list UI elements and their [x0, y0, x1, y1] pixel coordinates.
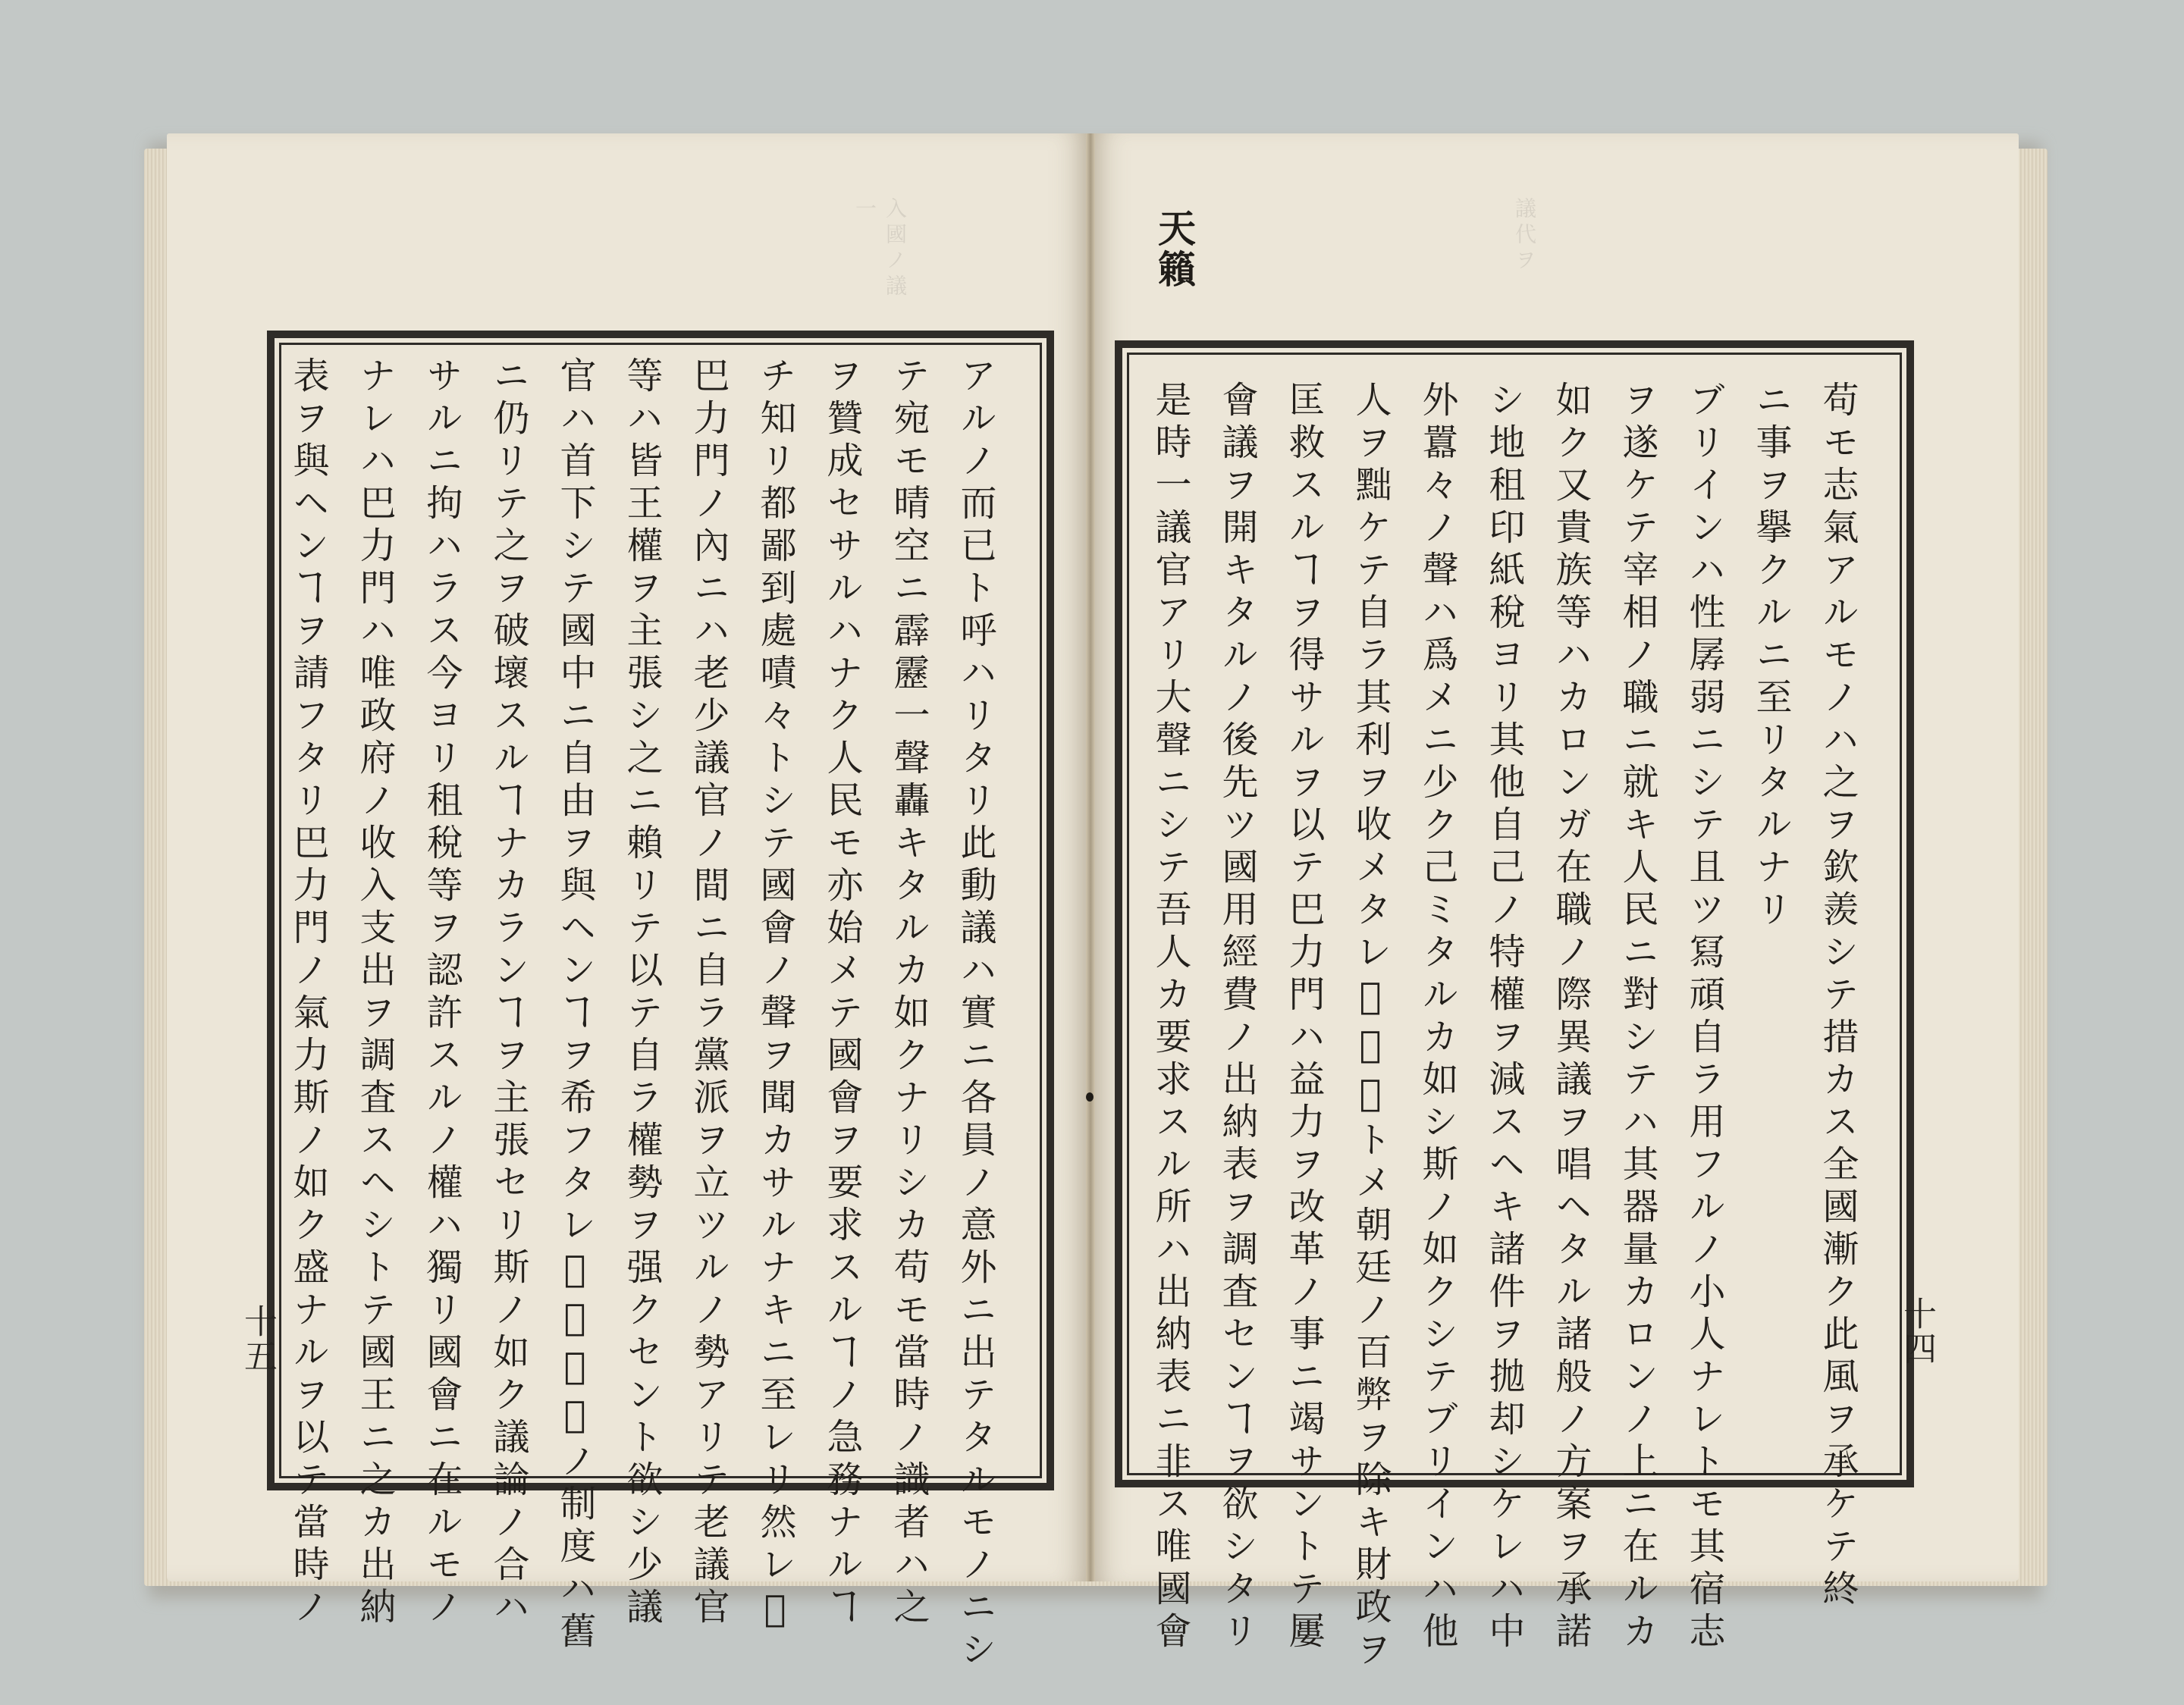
- text-column: ナレハ巴力門ハ唯政府ノ收入支出ヲ調査スヘシトテ國王ニ之カ出納: [353, 356, 396, 1630]
- text-column: 巴力門ノ內ニハ老少議官ノ間ニ自ラ黨派ヲ立ツルノ勢アリテ老議官: [687, 356, 730, 1630]
- text-column: テ宛モ晴空ニ霹靂一聲轟キタルカ如クナリシカ苟モ當時ノ識者ハ之: [887, 356, 930, 1630]
- text-column: 外囂々ノ聲ハ爲メニ少ク己ミタルカ如シ斯ノ如クシテブリインハ他: [1416, 381, 1458, 1654]
- text-column: ニ事ヲ擧クルニ至リタルナリ: [1749, 381, 1792, 932]
- text-column: ブリインハ性孱弱ニシテ且ツ冩頑自ラ用フルノ小人ナレトモ其宿志: [1683, 381, 1725, 1654]
- text-column: 匡救スルヿヲ得サルヲ以テ巴力門ハ益力ヲ改革ノ事ニ竭サントテ屢: [1282, 381, 1325, 1654]
- running-head: 天籟: [1152, 208, 1197, 290]
- text-column: ヲ遂ケテ宰相ノ職ニ就キ人民ニ對シテハ其器量カロンノ上ニ在ルカ: [1616, 381, 1658, 1654]
- right-page-number: 十四: [1897, 1296, 1936, 1366]
- text-column: チ知リ都鄙到處嘖々トシテ國會ノ聲ヲ聞カサルナキニ至レリ然レ𪜈: [754, 356, 796, 1636]
- text-column: 表ヲ與ヘンヿヲ請フタリ巴力門ノ氣力斯ノ如ク盛ナルヲ以テ當時ノ: [287, 356, 329, 1630]
- left-page-text: [287, 356, 1009, 1672]
- binding-hole: [1086, 1092, 1094, 1102]
- text-column: 等ハ皆王權ヲ主張シ之ニ賴リテ以テ自ラ權勢ヲ强クセント欲シ少議: [620, 356, 663, 1630]
- text-column: 會議ヲ開キタルノ後先ツ國用經費ノ出納表ヲ調査センヿヲ欲シタリ: [1216, 381, 1258, 1654]
- right-page-text: [1147, 381, 1871, 1672]
- text-column: ヲ贊成セサルハナク人民モ亦始メテ國會ヲ要求スルヿノ急務ナルヿ: [821, 356, 863, 1630]
- text-column: サルニ拘ハラス今ヨリ租稅等ヲ認許スルノ權ハ獨リ國會ニ在ルモノ: [420, 356, 463, 1630]
- text-column: アルノ而已ト呼ハリタリ此動議ハ實ニ各員ノ意外ニ出テタルモノニシ: [954, 356, 996, 1672]
- book-gutter: [1086, 133, 1095, 1581]
- text-column: シ地租印紙稅ヨリ其他自己ノ特權ヲ減スヘキ諸件ヲ拋却シケレハ中: [1483, 381, 1525, 1654]
- show-through-text: 議代ヲ: [1512, 197, 1537, 274]
- text-column: 苟モ志氣アルモノハ之ヲ欽羨シテ措カス全國漸ク此風ヲ承ケテ終: [1816, 381, 1859, 1612]
- show-through-text: 入國ノ議一: [852, 197, 908, 300]
- text-column: 是時一議官アリ大聲ニシテ吾人カ要求スル所ハ出納表ニ非ス唯國會: [1149, 381, 1191, 1654]
- text-column: 如ク又貴族等ハカロンガ在職ノ際異議ヲ唱ヘタル諸般ノ方案ヲ承諾: [1549, 381, 1592, 1654]
- text-column: ニ仍リテ之ヲ破壞スルヿナカランヿヲ主張セリ斯ノ如ク議論ノ合ハ: [487, 356, 529, 1630]
- left-page-number: 十五: [238, 1304, 277, 1374]
- text-column: 人ヲ黜ケテ自ラ其利ヲ收メタレ𪜈斷然トメ朝廷ノ百弊ヲ除キ財政ヲ: [1349, 381, 1392, 1672]
- text-column: 官ハ首下シテ國中ニ自由ヲ與ヘンヿヲ希フタレ𪜈政治上ノ制度ハ舊: [554, 356, 596, 1654]
